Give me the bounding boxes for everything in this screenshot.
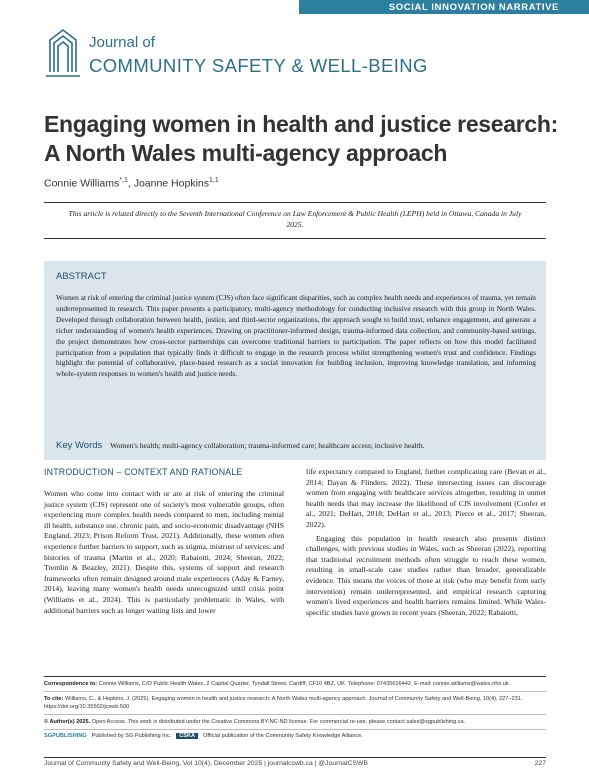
footnotes [44, 676, 546, 739]
cska-text: Official publication of the Community Safety Knowledge Alliance. [203, 733, 363, 739]
author-affiliation: 1,1 [209, 177, 219, 184]
journal-prefix: Journal of [89, 34, 155, 51]
citation-note [44, 692, 546, 715]
body-paragraph: Women who come into contact with or are at risk of entering the criminal justice system (CJS) represent one of society's most vulnerable groups, often experiencing more complex health needs compared to men, including mental ill health, substance use, chronic pain, and socio-economic disadvantage (NHS England, 2023; Prison Reform Trust, 2021). Additionally, these women often experience further barriers to support, such as stigma, mistrust of services, and histories of trauma (Martin et al., 2020; Rabaiotti, 2024; Sheeran, 2022; Tremlin & Beazley, 2021). Despite this, systems of support and research frameworks often remain designed around male experiences (Aday & Farney, 2014), leaving many women's health needs unrecognized until crisis point (Williams et al., 2024). This is particularly problematic in Wales, with additional barriers such as longer waiting lists and lower [44, 489, 284, 615]
page-footer [44, 757, 546, 771]
section-heading: INTRODUCTION – CONTEXT AND RATIONALE [44, 467, 243, 477]
keywords-text: Women's health; multi-agency collaboration; trauma-informed care; healthcare access; inclusive health. [110, 441, 425, 450]
cska-logo-icon: CSKA [176, 733, 198, 739]
body-paragraph: life expectancy compared to England, further complicating care (Bevan et al., 2014; Dayan & Flinders, 2022). These intersecting issues can discourage women from engaging with healthcare services altogether, resulting in unmet health needs that may increase the likelihood of CJS involvement (Confer et al., 2021; DeHart, 2018; DeHart et al., 2013; Pierce et al., 2017; Sheeran, 2022). [306, 467, 546, 529]
footer-journal-info: Journal of Community Safety and Well-Being, Vol 10(4), December 2025 | journalcswb.ca | @JournalCSWB [44, 760, 368, 767]
publisher-row [44, 730, 546, 739]
page-number: 227 [534, 760, 546, 767]
author-list: Connie Williams$^{*,1}$, Joanne Hopkins$^{1,1}$ [44, 177, 219, 190]
correspondence-note [44, 677, 546, 692]
correspondence-label: Correspondence to: [44, 681, 98, 687]
journal-masthead [44, 26, 544, 86]
copyright-note [44, 715, 546, 730]
right-column [306, 467, 546, 618]
abstract-text: Women at risk of entering the criminal justice system (CJS) often face significant disparities, such as complex health needs and experiences of trauma, yet remain underrepresented in research. This paper presents a participatory, multi-agency methodology for conducting inclusive research with this group in North Wales. Developed through collaboration between health, justice, and third-sector organizations, the approach sought to build trust, enhance engagement, and generate a richer understanding of women's health experiences. Drawing on practitioner-informed design, trauma-informed data collection, and community-based settings, the project demonstrates how cross-sector partnerships can overcome traditional barriers to participation. The paper reflects on how this model facilitated participation from a population that typically finds it difficult to engage in the research process whilst strengthening women's trust and confidence. Findings highlight the potential of collaborative, place-based research as a social innovation for building inclusion, improving knowledge translation, and informing whole-system responses to women's health and justice needs. [56, 293, 536, 379]
citation-text[interactable]: Williams, C., & Hopkins, J. (2025). Engaging women in health and justice research: A North Wales multi-agency approach. Journal of Community Safety and Well-Being, 10(4), 227–231. https://doi.org/10.35502/jcswb.500 [44, 696, 523, 710]
journal-logo-icon [44, 26, 82, 78]
abstract-heading: ABSTRACT [56, 271, 107, 282]
author-affiliation: *,1 [119, 177, 128, 184]
publisher-text: Published by SG Publishing Inc. [91, 733, 172, 739]
conference-note: This article is related directly to the Seventh International Conference on Law Enforcement & Public Health (LEPH) held in Ottawa, Canada in July 2025. [44, 202, 546, 239]
body-paragraph: Engaging this population in health research also presents distinct challenges, with previous studies in Wales, such as Sheeran (2022), reporting that traditional recruitment methods often struggle to reach these women, resulting in small-scale case studies rather than broader, generalizable evidence. This means the voices of those at risk (who may benefit from early intervention) remain underrepresented, and empirical research capturing women's lived experiences and health barriers remains limited. While Wales-specific studies have grown in recent years (Sheeran, 2022; Rabaiotti, [306, 533, 546, 617]
left-column [44, 467, 284, 616]
citation-label: To cite: [44, 696, 64, 702]
article-title: Engaging women in health and justice research: A North Wales multi-agency approach [44, 111, 559, 166]
article-type-banner: SOCIAL INNOVATION NARRATIVE [299, 0, 589, 14]
copyright-label: © Author(s) 2025. [44, 719, 91, 725]
abstract-box [44, 261, 546, 460]
keywords-row [56, 440, 536, 451]
publisher-logo-icon: SGPUBLISHING [44, 733, 87, 739]
copyright-text: Open Access. This work is distributed under the Creative Commons BY-NC-ND license. For commercial re-use, please contact sales@sgpublishing.ca. [91, 719, 466, 725]
author-name: Joanne Hopkins [133, 177, 209, 190]
author-name: Connie Williams [44, 177, 120, 190]
correspondence-text[interactable]: Connie Williams, C/O Public Health Wales, 2 Capital Quarter, Tyndall Street, Cardiff, CF10 4BZ, UK. Telephone: 07435616442. E-mail: connie.williams@wales.nhs.uk [98, 681, 509, 687]
keywords-label: Key Words [56, 440, 103, 451]
journal-name: COMMUNITY SAFETY & WELL-BEING [89, 55, 428, 76]
